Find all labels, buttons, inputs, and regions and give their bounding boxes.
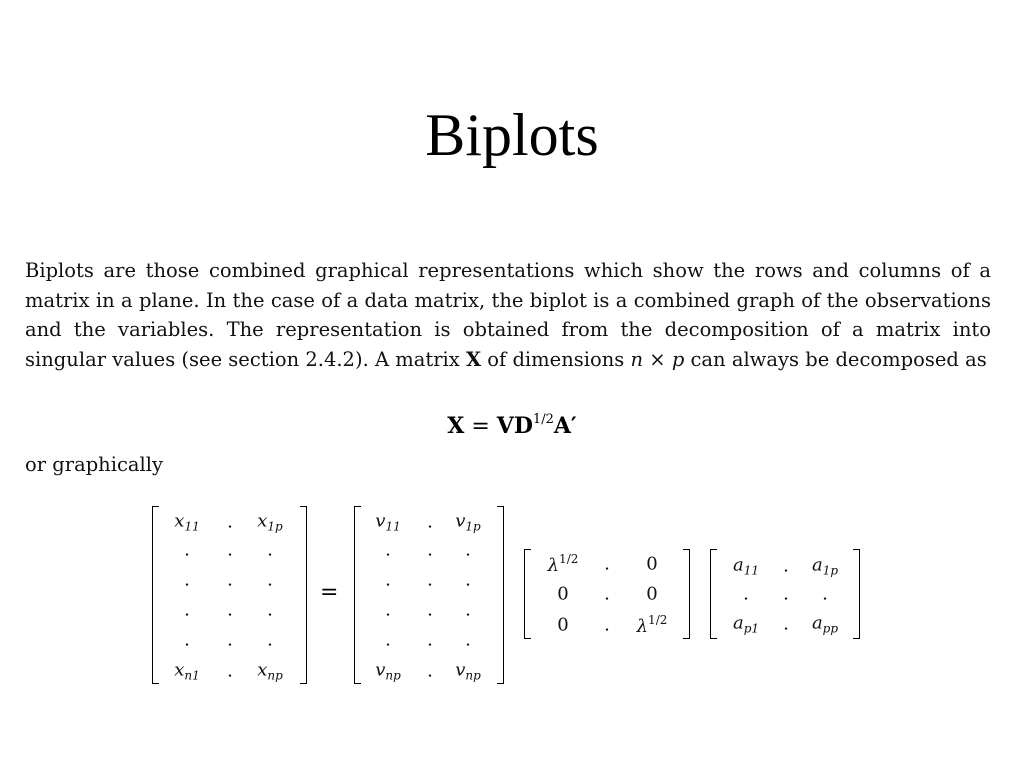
matrix-a [710,549,860,639]
matrix-cell: . [427,660,433,682]
matrix-cell: . [465,539,471,561]
matrix-cell: $v_{1p}$ [455,510,481,534]
matrix-cell: $a_{pp}$ [811,612,839,636]
matrix-cell: . [743,583,749,605]
matrix-cell: . [184,539,190,561]
left-bracket [710,549,717,639]
paragraph-text-1: Biplots are those combined graphical representations which show the rows and columns of a matrix in a plane. In the case of a data matrix, the biplot is a combined graph of the observations and the variables. The representation is obtained from the decomposition of a matrix into singular values (see section 2.4.2). A matrix [25,259,991,371]
matrix-cell: . [783,583,789,605]
paragraph-text-2: of dimensions [481,347,631,371]
matrix-cell: . [427,629,433,651]
matrix-cell: $a_{11}$ [732,554,760,578]
matrix-v [354,506,504,684]
matrix-cell: 0 [646,553,658,575]
matrix-cell: . [227,629,233,651]
matrix-cell: . [184,629,190,651]
matrix-symbol-x: X [465,347,482,371]
equation-exponent: 1/2 [532,412,554,427]
matrix-cell: . [267,629,273,651]
slide-title: Biplots [425,102,599,168]
matrix-cell: . [227,511,233,533]
matrix-cell: . [385,629,391,651]
matrix-cell: . [227,569,233,591]
dimension-n: n [630,347,644,371]
matrix-cell: . [385,539,391,561]
matrix-cell: . [783,613,789,635]
matrix-cell: . [267,539,273,561]
right-bracket [497,506,504,684]
matrix-cell: . [465,599,471,621]
graphically-label: or graphically [25,453,164,476]
matrix-cell: $\lambda^{1/2}$ [636,613,668,637]
matrix-d [524,549,690,639]
matrix-cell: $v_{11}$ [375,510,401,534]
matrix-cell: . [267,569,273,591]
paragraph-text-3: can always be decomposed as [684,347,987,371]
left-bracket [152,506,159,684]
matrix-cell: . [385,599,391,621]
matrix-cell: . [227,660,233,682]
left-bracket [524,549,531,639]
matrix-cell: . [465,569,471,591]
times-sign: × [643,347,672,371]
equation-equals: = [464,414,497,439]
matrix-cell: . [227,599,233,621]
matrix-cell: 0 [646,583,658,605]
equation-lhs: X [447,413,465,439]
equation-a-prime: A′ [553,413,577,439]
matrix-cell: . [822,583,828,605]
matrix-cell: . [604,553,610,575]
matrix-cell: . [385,569,391,591]
matrix-cell: . [604,614,610,636]
matrix-cell: $x_{np}$ [257,659,283,683]
matrix-cell: $x_{11}$ [174,510,200,534]
matrix-cell: $v_{np}$ [375,659,401,683]
left-bracket [354,506,361,684]
matrix-cell: $\lambda^{1/2}$ [547,552,579,576]
matrix-cell: $a_{p1}$ [732,612,760,636]
matrix-cell: . [427,599,433,621]
matrix-cell: 0 [557,583,569,605]
matrix-cell: . [427,511,433,533]
right-bracket [300,506,307,684]
dimension-p: p [671,347,685,371]
matrix-cell: $a_{1p}$ [811,554,839,578]
matrix-cell: . [184,599,190,621]
matrix-cell: $x_{1p}$ [257,510,283,534]
decomposition-equation [0,400,1024,447]
matrix-cell: $x_{n1}$ [174,659,200,683]
equation-vd: VD [496,413,533,439]
matrix-cell: . [227,539,233,561]
matrix-cell: . [184,569,190,591]
matrix-cell: . [465,629,471,651]
right-bracket [853,549,860,639]
matrix-cell: . [267,599,273,621]
matrix-x [152,506,307,684]
right-bracket [683,549,690,639]
intro-paragraph [25,256,991,374]
matrix-cell: . [427,539,433,561]
matrix-cell: . [783,555,789,577]
equals-sign: = [320,580,339,605]
matrix-cell: $v_{np}$ [455,659,481,683]
matrix-cell: . [427,569,433,591]
matrix-cell: . [604,583,610,605]
matrix-cell: 0 [557,614,569,636]
